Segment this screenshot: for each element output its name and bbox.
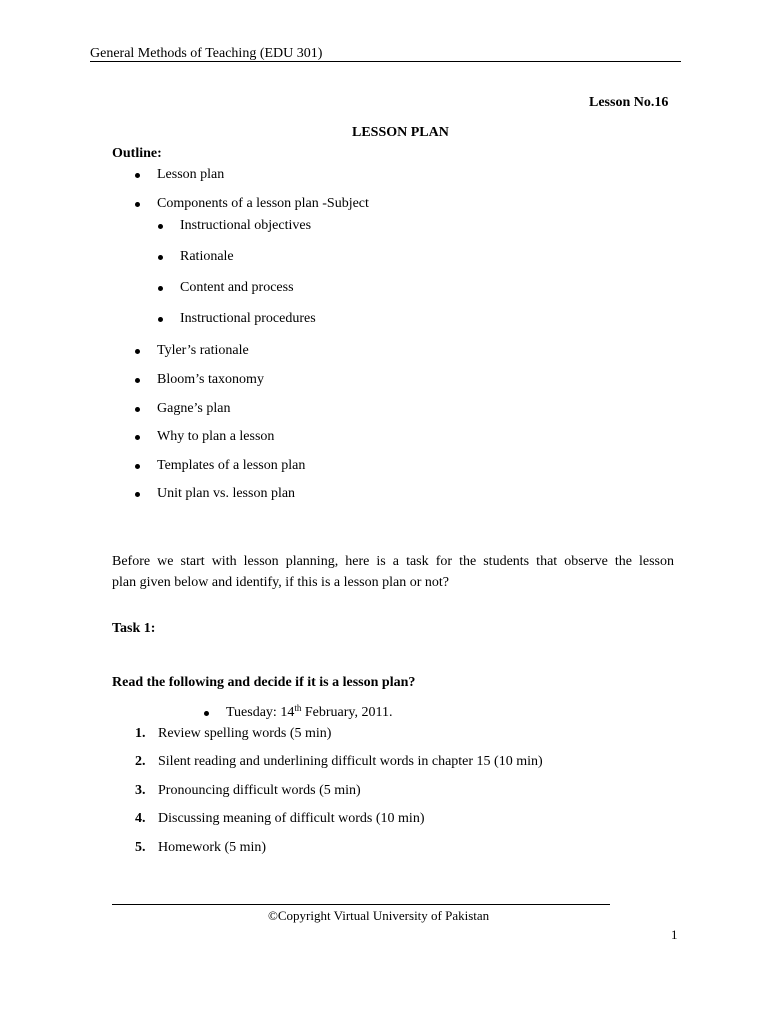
outline-item-label: Unit plan vs. lesson plan	[157, 486, 296, 501]
footer-copyright: ©Copyright Virtual University of Pakistan	[268, 908, 490, 923]
bullet-icon	[135, 492, 140, 497]
bullet-icon	[135, 435, 140, 440]
bullet-icon	[158, 286, 163, 291]
outline-item-label: Components of a lesson plan -Subject	[157, 196, 369, 211]
bullet-icon	[135, 202, 140, 207]
task-date-suffix: February, 2011.	[301, 705, 393, 720]
task-step-text: Pronouncing difficult words (5 min)	[158, 783, 361, 798]
outline-item-label: Bloom’s taxonomy	[157, 372, 264, 387]
intro-paragraph	[112, 551, 674, 593]
task-heading: Task 1:	[112, 621, 156, 636]
outline-heading: Outline:	[112, 146, 162, 161]
task-question: Read the following and decide if it is a lesson plan?	[112, 675, 416, 690]
bullet-icon	[158, 255, 163, 260]
outline-item-label: Lesson plan	[157, 167, 225, 182]
page-number: 1	[671, 927, 678, 942]
task-date-prefix: Tuesday: 14	[226, 705, 295, 720]
outline-sub-item-label: Content and process	[180, 280, 294, 295]
task-step-text: Silent reading and underlining difficult words in chapter 15 (10 min)	[158, 754, 543, 769]
bullet-icon	[135, 349, 140, 354]
page-title: LESSON PLAN	[352, 125, 449, 140]
header-divider	[90, 61, 681, 62]
bullet-icon	[158, 317, 163, 322]
outline-sub-item-label: Instructional objectives	[180, 218, 312, 233]
task-step-text: Discussing meaning of difficult words (10 min)	[158, 811, 425, 826]
task-step-number: 1.	[135, 726, 146, 741]
header-course-title: General Methods of Teaching (EDU 301)	[90, 46, 323, 61]
bullet-icon	[135, 378, 140, 383]
task-step-number: 5.	[135, 840, 146, 855]
intro-paragraph-line: plan given below and identify, if this is a lesson plan or not?	[112, 575, 449, 590]
lesson-number: Lesson No.16	[589, 95, 669, 110]
intro-paragraph-line: Before we start with lesson planning, here is a task for the students that observe the lesson	[112, 554, 674, 569]
outline-sub-item-label: Rationale	[180, 249, 234, 264]
bullet-icon	[158, 224, 163, 229]
outline-item-label: Templates of a lesson plan	[157, 458, 306, 473]
task-date	[226, 703, 393, 720]
task-step-text: Review spelling words (5 min)	[158, 726, 332, 741]
footer-divider	[112, 904, 610, 905]
outline-item-label: Tyler’s rationale	[157, 343, 249, 358]
task-step-number: 4.	[135, 811, 146, 826]
outline-sub-item-label: Instructional procedures	[180, 311, 316, 326]
task-date-sup: th	[294, 703, 302, 713]
bullet-icon	[135, 464, 140, 469]
bullet-icon	[135, 173, 140, 178]
bullet-icon	[204, 711, 209, 716]
task-step-number: 3.	[135, 783, 146, 798]
outline-item-label: Gagne’s plan	[157, 401, 231, 416]
outline-item-label: Why to plan a lesson	[157, 429, 275, 444]
task-step-number: 2.	[135, 754, 146, 769]
bullet-icon	[135, 407, 140, 412]
task-step-text: Homework (5 min)	[158, 840, 267, 855]
